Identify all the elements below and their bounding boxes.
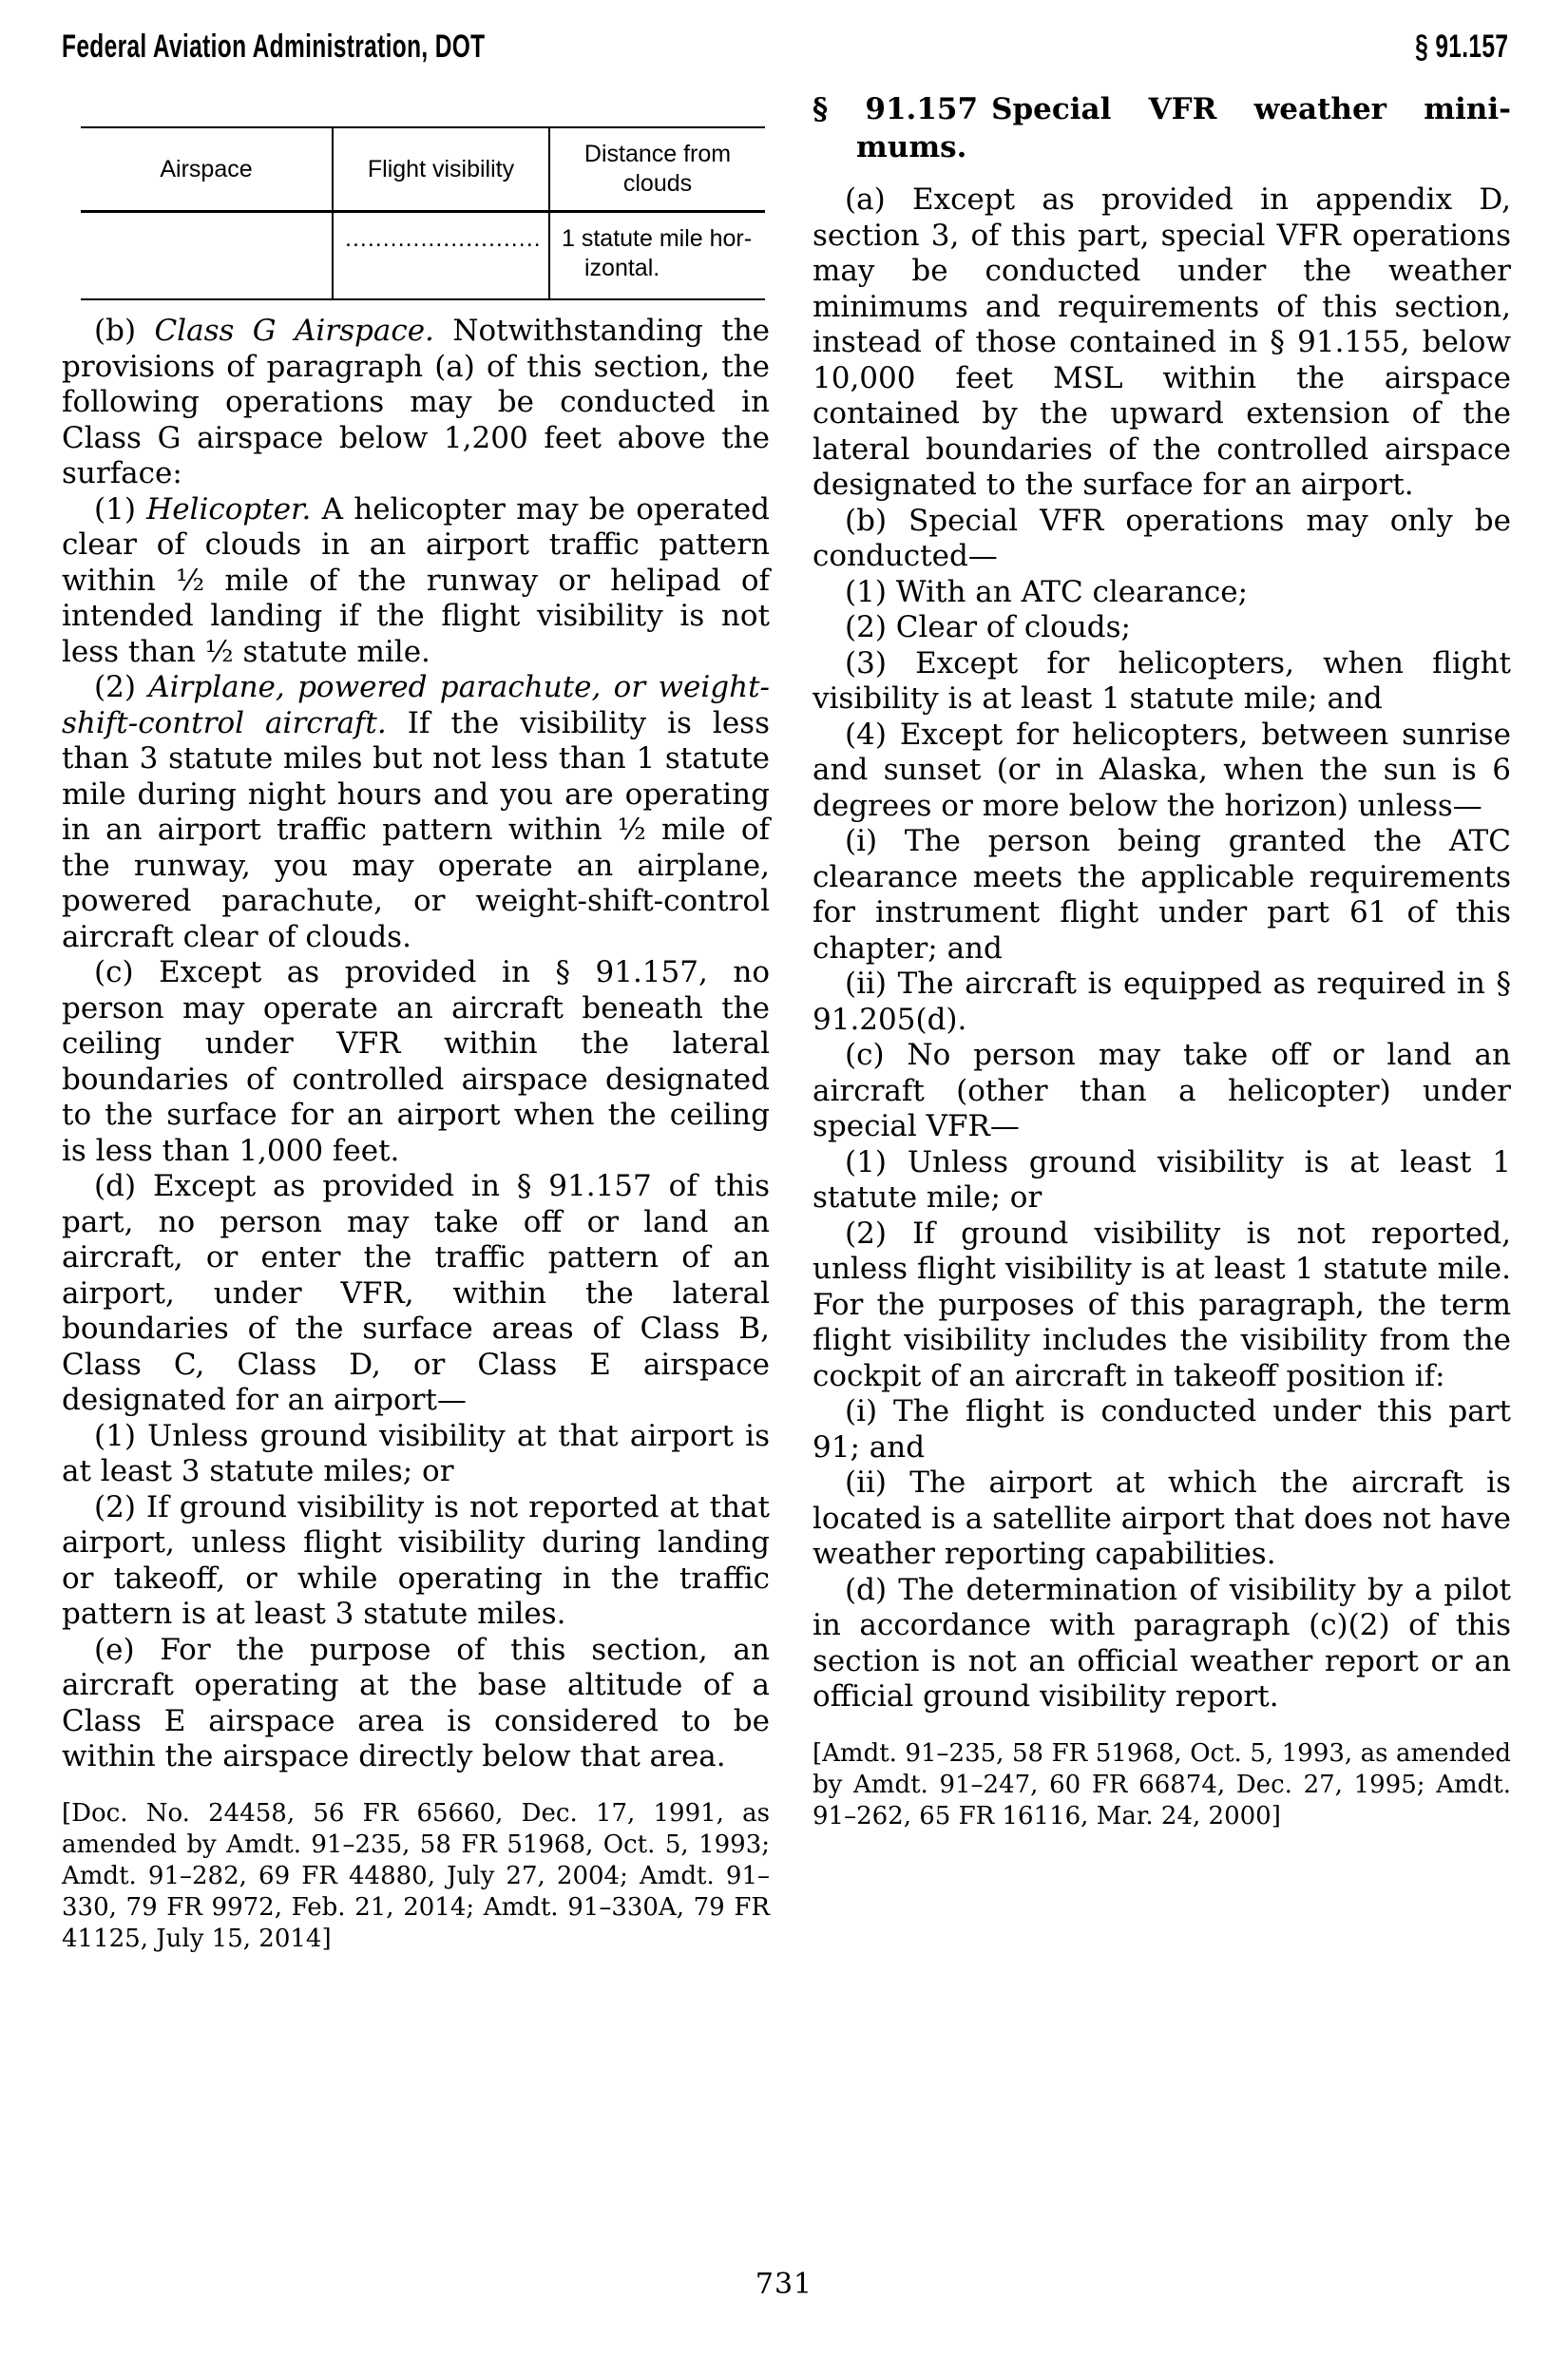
table-row — [81, 212, 765, 300]
weather-minima-table — [81, 126, 765, 300]
paragraph-c2: (2) If ground visibility is not reported, unless flight visibility is at least 1 statute mile. For the purposes of this paragraph, the term flight visibility includes the visibility from the cockpit of an aircraft in takeoff position if: — [813, 1216, 1511, 1393]
section-number: § 91.157 — [813, 92, 979, 126]
paragraph-text: If the visibility is less than 3 statute miles but not less than 1 statute mile during night hours and you are operating in an airport traffic pattern within ½ mile of the runway, you may operate an airplane, powered parachute, or weight-shift-control aircraft clear of clouds. — [62, 705, 770, 954]
paragraph-c: (c) No person may take off or land an aircraft (other than a helicopter) under special VFR— — [813, 1038, 1511, 1143]
paragraph-b4-i: (i) The person being granted the ATC clearance meets the applicable requirements for instrument flight under part 61 of this chapter; and — [813, 824, 1511, 966]
running-header-right: § 91.157 — [1414, 29, 1508, 65]
paragraph-c1: (1) Unless ground visibility is at least 1 statute mile; or — [813, 1144, 1511, 1215]
paragraph-b4: (4) Except for helicopters, between sunrise and sunset (or in Alaska, when the sun is 6 degrees or more below the horizon) unless— — [813, 717, 1511, 823]
italic-term: Helicopter. — [146, 491, 312, 527]
table-header-row — [81, 127, 765, 212]
paragraph-d1: (1) Unless ground visibility at that airport is at least 3 statute miles; or — [62, 1418, 770, 1488]
source-citation: [Amdt. 91–235, 58 FR 51968, Oct. 5, 1993, as amended by Amdt. 91–247, 60 FR 66874, Dec. 27, 1995; Amdt. 91–262, 65 FR 16116, Mar. 24, 2000] — [813, 1738, 1511, 1830]
right-column — [813, 90, 1511, 1832]
paragraph-b4-ii: (ii) The aircraft is equipped as required in § 91.205(d). — [813, 967, 1511, 1037]
italic-term: Class G Airspace. — [154, 314, 434, 348]
italic-term: Airplane, powered parachute, or weight-shift-control aircraft. — [62, 670, 771, 740]
paragraph-b1 — [62, 492, 770, 671]
cell-airspace — [81, 212, 333, 300]
paragraph-b1: (1) With an ATC clearance; — [845, 574, 1249, 609]
paragraph-label: (2) — [94, 670, 149, 704]
paragraph-b: (b) Special VFR operations may only be conducted— — [813, 503, 1511, 573]
paragraph-b — [62, 314, 770, 492]
column-header-flight-visibility: Flight visibility — [333, 127, 549, 212]
paragraph-a: (a) Except as provided in appendix D, section 3, of this part, special VFR operations may be conducted under the weather minimums and requirements of this section, instead of those contained in § 91.155, below 10,000 feet MSL within the airspace contained by the upward extension of the lateral boundaries of the controlled airspace designated to the surface for an airport. — [813, 182, 1511, 502]
column-header-distance-from-clouds: Distance from clouds — [549, 127, 765, 212]
paragraph-text: A helicopter may be operated clear of clouds in an airport traffic pattern within ½ mile of the runway or helipad of intended landing if the flight visibility is not less than ½ statute mile. — [62, 491, 771, 669]
paragraph-c2-ii: (ii) The airport at which the aircraft is located is a satellite airport that does not have weather reporting capabilities. — [813, 1466, 1511, 1571]
cell-distance-from-clouds — [549, 212, 765, 300]
source-citation: [Doc. No. 24458, 56 FR 65660, Dec. 17, 1991, as amended by Amdt. 91–235, 58 FR 51968, Oct. 5, 1993; Amdt. 91–282, 69 FR 44880, July 27, 2004; Amdt. 91–330, 79 FR 9972, Feb. 21, 2014; Amdt. 91–330A, 79 FR 41125, July 15, 2014] — [62, 1798, 770, 1953]
column-header-airspace: Airspace — [81, 127, 333, 212]
paragraph-text: Notwithstanding the provisions of paragraph (a) of this section, the following operations may be conducted in Class G airspace below 1,200 feet above the surface: — [62, 314, 771, 490]
paragraph-b3: (3) Except for helicopters, when flight visibility is at least 1 statute mile; and — [813, 645, 1511, 716]
dotted-leaders: .......................... — [345, 225, 542, 252]
paragraph-c: (c) Except as provided in § 91.157, no person may operate an aircraft beneath the ceiling under VFR within the lateral boundaries of controlled airspace designated to the surface for an airport when the ceiling is less than 1,000 feet. — [62, 955, 770, 1168]
paragraph-label: (1) — [94, 491, 147, 527]
page-number: 731 — [755, 2268, 813, 2301]
paragraph-b2 — [62, 670, 770, 955]
running-header-left: Federal Aviation Administration, DOT — [62, 29, 486, 65]
distance-line-2: izontal. — [584, 255, 660, 281]
paragraph-d2: (2) If ground visibility is not reported at that airport, unless flight visibility during landing or takeoff, or while operating in the traffic pattern is at least 3 statute miles. — [62, 1489, 770, 1631]
paragraph-d: (d) Except as provided in § 91.157 of this part, no person may take off or land an aircraft, or enter the traffic pattern of an airport, under VFR, within the lateral boundaries of the surface areas of Class B, Class C, Class D, or Class E airspace designated for an airport— — [62, 1169, 770, 1417]
section-heading — [813, 90, 1511, 166]
distance-line-1: 1 statute mile hor- — [562, 225, 753, 252]
cell-flight-visibility — [333, 212, 549, 300]
paragraph-label: (b) — [94, 314, 155, 348]
paragraph-e: (e) For the purpose of this section, an aircraft operating at the base altitude of a Class E airspace area is considered to be within the airspace directly below that area. — [62, 1632, 770, 1773]
paragraph-b2: (2) Clear of clouds; — [845, 610, 1131, 644]
paragraph-d: (d) The determination of visibility by a pilot in accordance with paragraph (c)(2) of this section is not an official weather report or an official ground visibility report. — [813, 1572, 1511, 1714]
left-column — [62, 314, 770, 1955]
paragraph-c2-i: (i) The flight is conducted under this part 91; and — [813, 1394, 1511, 1465]
section-title-line-2: mums. — [856, 130, 967, 164]
section-title-line-1: Special VFR weather mini- — [991, 92, 1511, 126]
